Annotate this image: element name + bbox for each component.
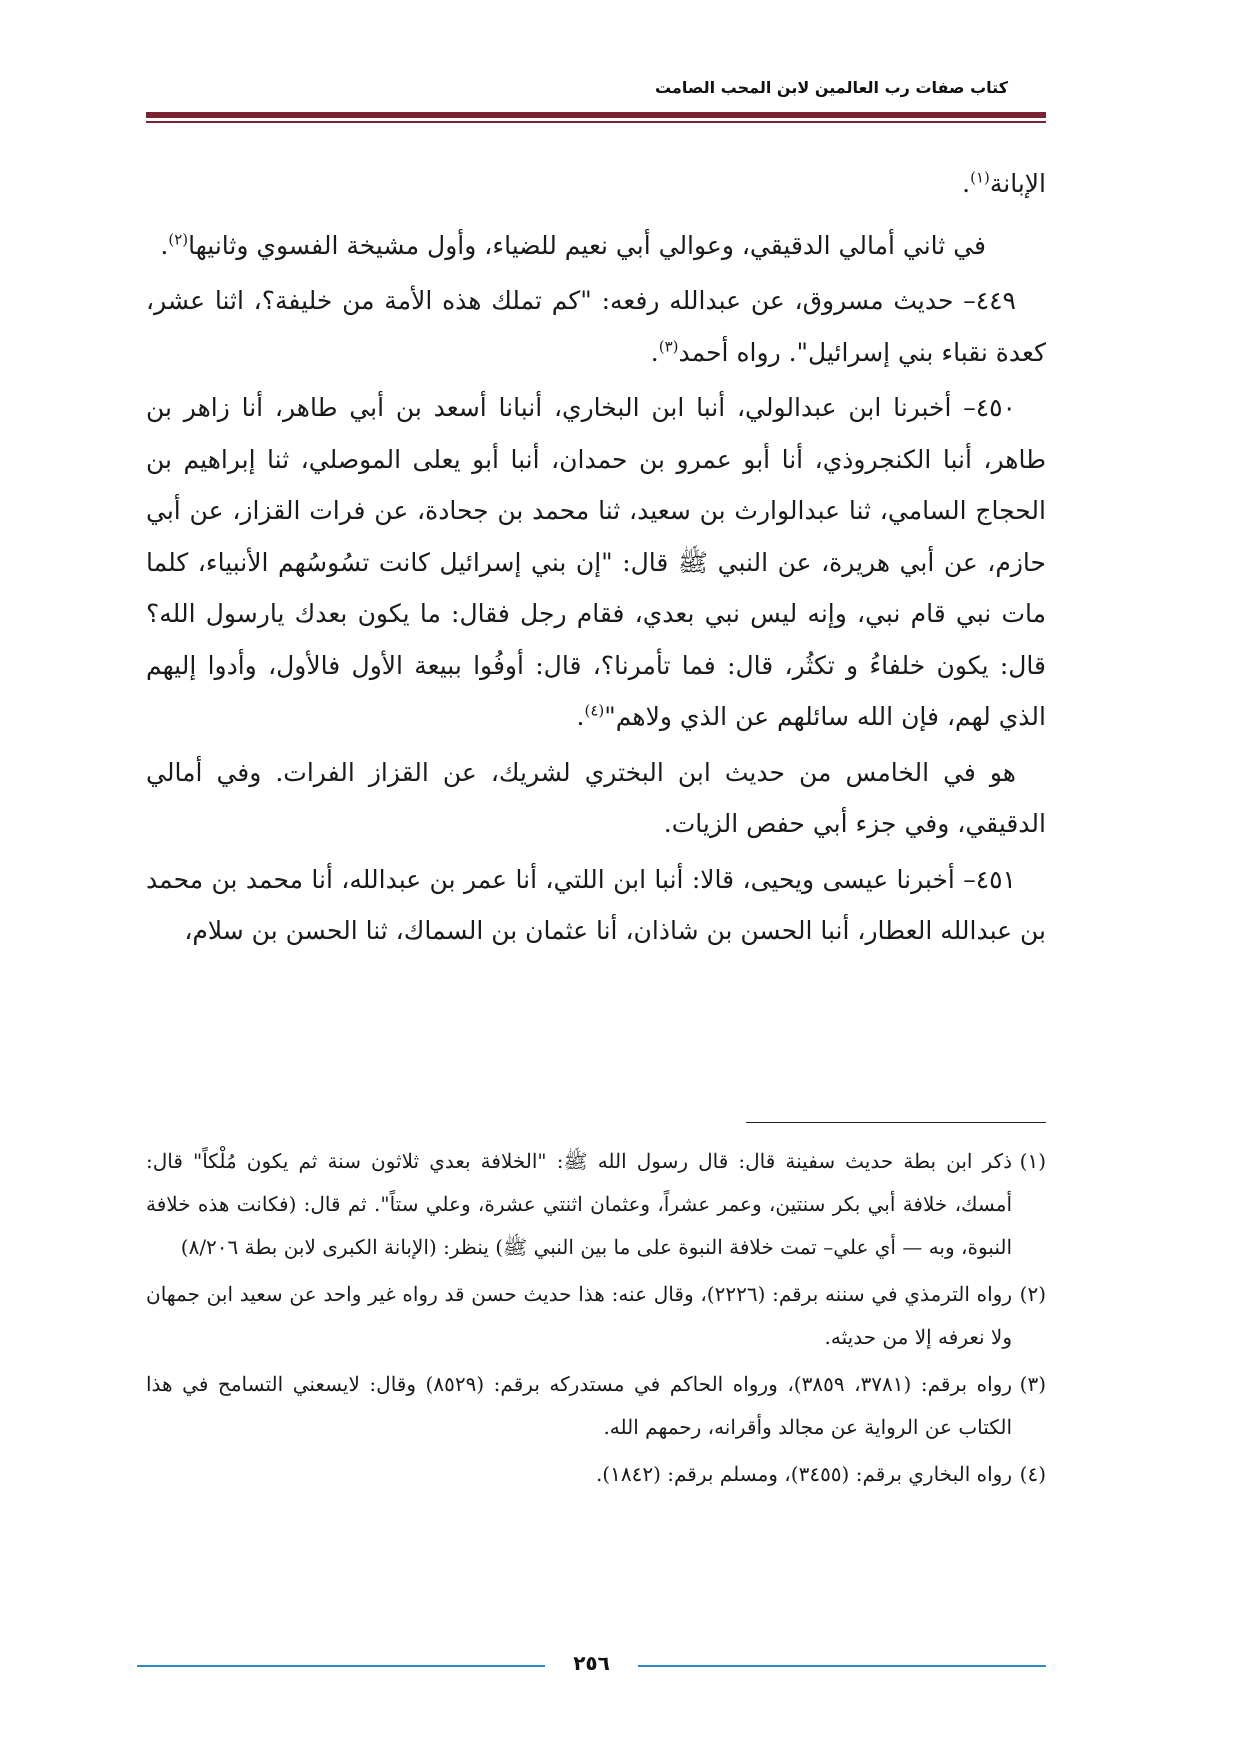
footnote-ref-1: (١) (970, 168, 990, 187)
footnote-text: ذكر ابن بطة حديث سفينة قال: قال رسول الله ﷺ: "الخلافة بعدي ثلاثون سنة ثم يكون مُلْكاً" قال: أمسك، خلافة أبي بكر سنتين، وعمر عشراً، وعثمان اثنتي عشرة، وعلي ستاً". ثم قال: (فكانت هذه خلافة النبوة، وبه — أي علي– تمت خلافة النبوة على ما بين النبي ﷺ) ينظر: (الإبانة الكبرى لابن بطة ٨/٢٠٦) (146, 1149, 1012, 1259)
page-number: ٢٥٦ (573, 1651, 610, 1675)
header-rule (146, 112, 1046, 118)
hadith-449: ٤٤٩– حديث مسروق، عن عبدالله رفعه: "كم تملك هذه الأمة من خليفة؟، اثنا عشر، كعدة نقباء بني إسرائيل". رواه أحمد$^{(٣)}$. (146, 286, 1046, 367)
book-title: كتاب صفات رب العالمين لابن المحب الصامت (654, 78, 1008, 97)
footer-rule-left (137, 1665, 545, 1667)
footnote-text: رواه البخاري برقم: (٣٤٥٥)، ومسلم برقم: (١٨٤٢). (595, 1462, 1012, 1486)
footnote-2 (146, 1273, 1046, 1359)
main-text (146, 158, 1046, 961)
hadith-451: ٤٥١– أخبرنا عيسى ويحيى، قالا: أنبا ابن اللتي، أنا عمر بن عبدالله، أنا محمد بن محمد بن عبدالله العطار، أنبا الحسن بن شاذان، أنا عثمان بن السماك، ثنا الحسن بن سلام، (146, 864, 1046, 945)
footnote-number: (٣) (1019, 1372, 1046, 1396)
footnote-3 (146, 1363, 1046, 1449)
footnote-number: (٢) (1019, 1282, 1046, 1306)
footnote-ref-3: (٣) (658, 337, 679, 356)
footnote-separator (746, 1122, 1046, 1123)
hadith-450: ٤٥٠– أخبرنا ابن عبدالولي، أنبا ابن البخاري، أنبانا أسعد بن أبي طاهر، أنا زاهر بن طاهر، أنبا الكنجروذي، أنا أبو عمرو بن حمدان، أنبا أبو يعلى الموصلي، ثنا إبراهيم بن الحجاج السامي، ثنا عبدالوارث بن سعيد، ثنا محمد بن جحادة، عن فرات القزاز، عن أبي حازم، عن أبي هريرة، عن النبي ﷺ قال: "إن بني إسرائيل كانت تسُوسُهم الأنبياء، كلما مات نبي قام نبي، وإنه ليس نبي بعدي، فقام رجل فقال: ما يكون بعدك يارسول الله؟ قال: يكون خلفاءُ و تكثُر، قال: فما تأمرنا؟، قال: أوفُوا ببيعة الأول فالأول، وأدوا إليهم الذي لهم، فإن الله سائلهم عن الذي ولاهم"$^{(٤)}$. (146, 393, 1046, 731)
paragraph-amali: في ثاني أمالي الدقيقي، وعوالي أبي نعيم للضياء، وأول مشيخة الفسوي وثانيها$^{(٢)}$. (160, 230, 986, 260)
footnote-number: (٤) (1019, 1462, 1046, 1486)
paragraph-source: هو في الخامس من حديث ابن البختري لشريك، عن القزاز الفرات. وفي أمالي الدقيقي، وفي جزء أبي حفص الزيات. (146, 757, 1046, 838)
footnote-ref-2: (٢) (168, 230, 189, 249)
footnote-1 (146, 1140, 1046, 1269)
footnote-4 (146, 1453, 1046, 1496)
footnotes (146, 1140, 1046, 1500)
footer-rule-right (638, 1665, 1046, 1667)
footnote-text: رواه الترمذي في سننه برقم: (٢٢٢٦)، وقال عنه: هذا حديث حسن قد رواه غير واحد عن سعيد ابن جمهان ولا نعرفه إلا من حديثه. (146, 1282, 1012, 1349)
footnote-ref-4: (٤) (584, 701, 605, 720)
footnote-text: رواه برقم: (٣٧٨١، ٣٨٥٩)، ورواه الحاكم في مستدركه برقم: (٨٥٢٩) وقال: لايسعني التسامح في هذا الكتاب عن الرواية عن مجالد وأقرانه، رحمهم الله. (146, 1372, 1012, 1439)
footnote-number: (١) (1019, 1149, 1046, 1173)
paragraph-ibana: الإبانة$^{(١)}$. (962, 168, 1046, 198)
header-rule-thin (146, 121, 1046, 123)
